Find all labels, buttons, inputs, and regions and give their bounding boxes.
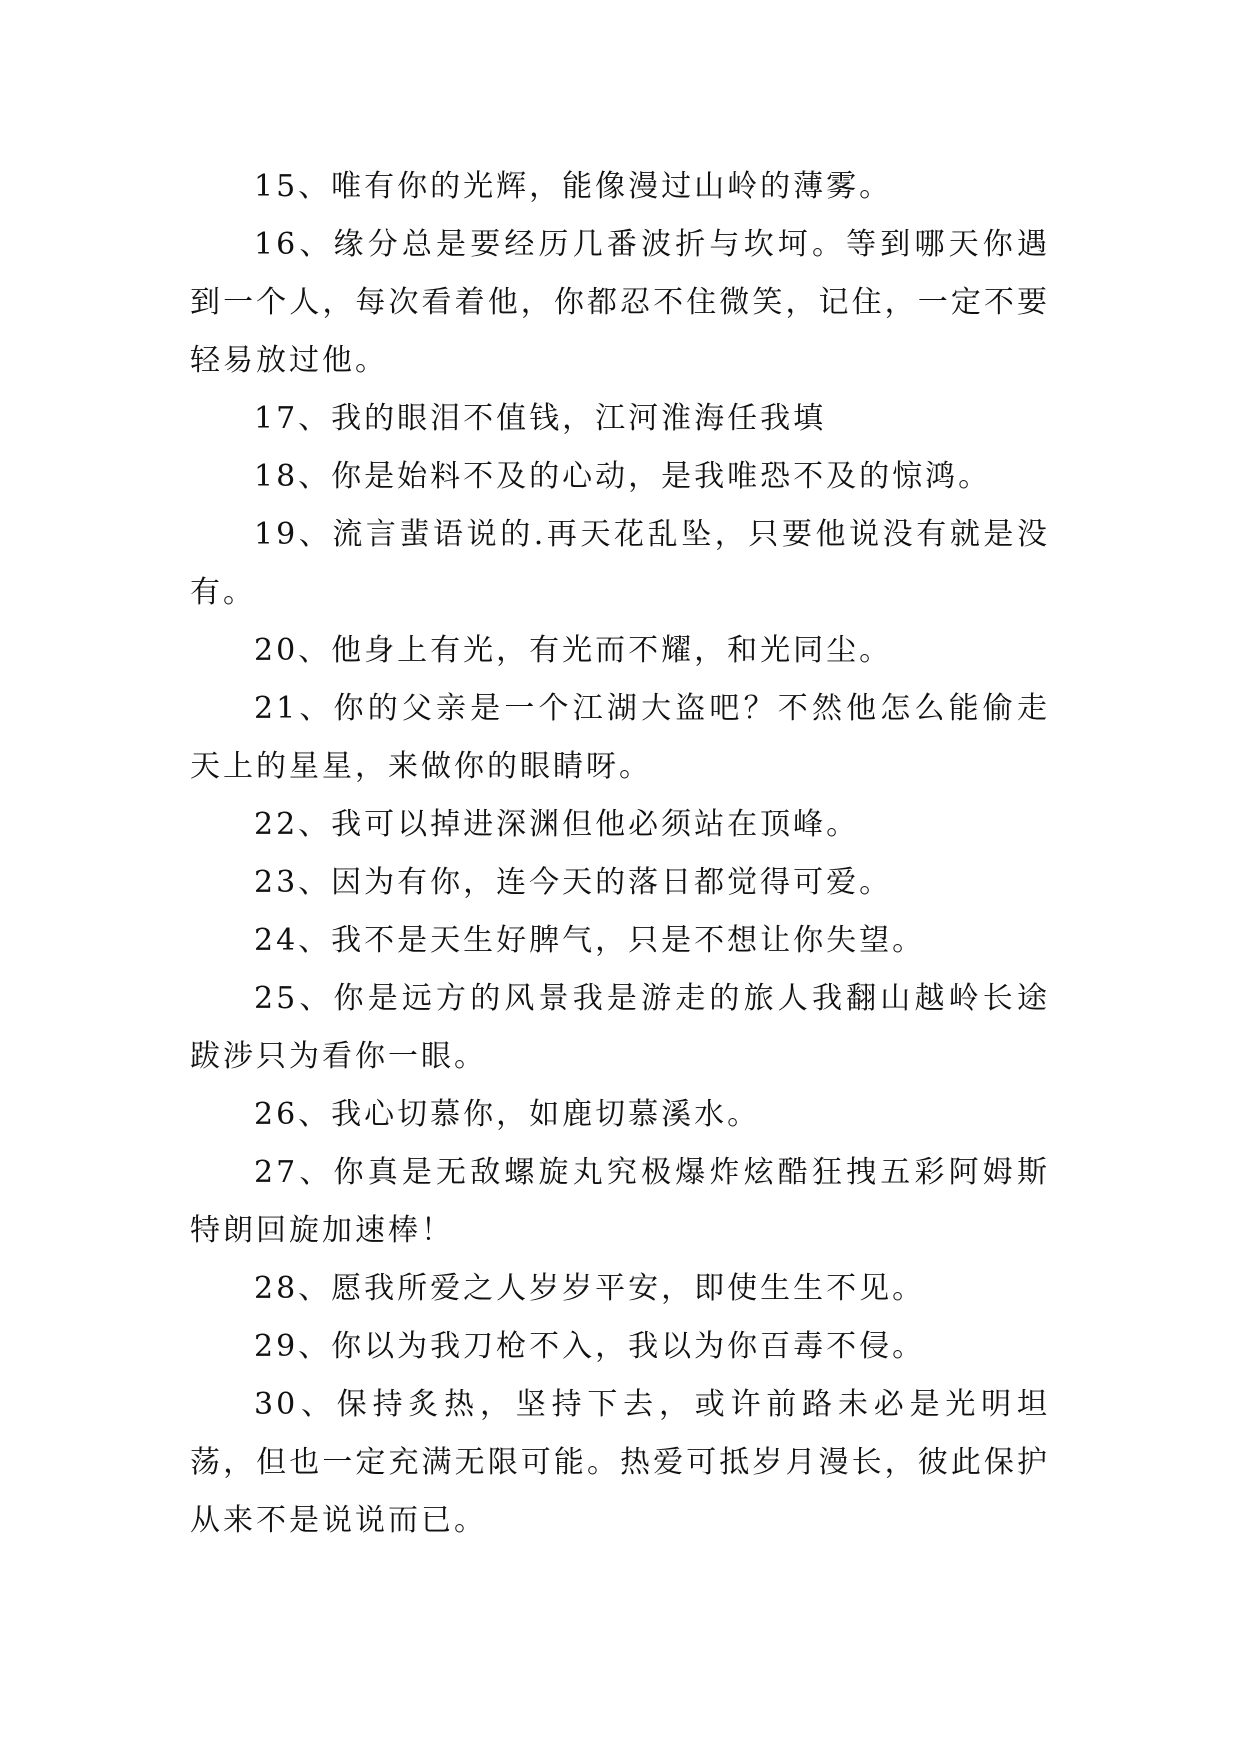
paragraph-21: 21、你的父亲是一个江湖大盗吧？不然他怎么能偷走天上的星星，来做你的眼睛呀。	[190, 691, 1050, 784]
paragraph-16: 16、缘分总是要经历几番波折与坎坷。等到哪天你遇到一个人，每次看着他，你都忍不住微笑，记住，一定不要轻易放过他。	[190, 227, 1050, 378]
paragraph-26: 26、我心切慕你，如鹿切慕溪水。	[254, 1097, 761, 1132]
paragraph-22: 22、我可以掉进深渊但他必须站在顶峰。	[254, 807, 860, 842]
paragraph-30: 30、保持炙热，坚持下去，或许前路未必是光明坦荡，但也一定充满无限可能。热爱可抵岁月漫长，彼此保护从来不是说说而已。	[190, 1387, 1050, 1538]
paragraph-27: 27、你真是无敌螺旋丸究极爆炸炫酷狂拽五彩阿姆斯特朗回旋加速棒！	[190, 1155, 1050, 1248]
paragraph-19: 19、流言蜚语说的.再天花乱坠，只要他说没有就是没有。	[190, 517, 1050, 610]
paragraph-23: 23、因为有你，连今天的落日都觉得可爱。	[254, 865, 893, 900]
paragraph-28: 28、愿我所爱之人岁岁平安，即使生生不见。	[254, 1271, 926, 1306]
paragraph-15: 15、唯有你的光辉，能像漫过山岭的薄雾。	[254, 169, 893, 204]
document-body	[190, 158, 1050, 1550]
paragraph-18: 18、你是始料不及的心动，是我唯恐不及的惊鸿。	[254, 459, 992, 494]
paragraph-24: 24、我不是天生好脾气，只是不想让你失望。	[254, 923, 926, 958]
paragraph-25: 25、你是远方的风景我是游走的旅人我翻山越岭长途跋涉只为看你一眼。	[190, 981, 1050, 1074]
paragraph-20: 20、他身上有光，有光而不耀，和光同尘。	[254, 633, 893, 668]
paragraph-17: 17、我的眼泪不值钱，江河淮海任我填	[254, 401, 827, 436]
paragraph-29: 29、你以为我刀枪不入，我以为你百毒不侵。	[254, 1329, 926, 1364]
